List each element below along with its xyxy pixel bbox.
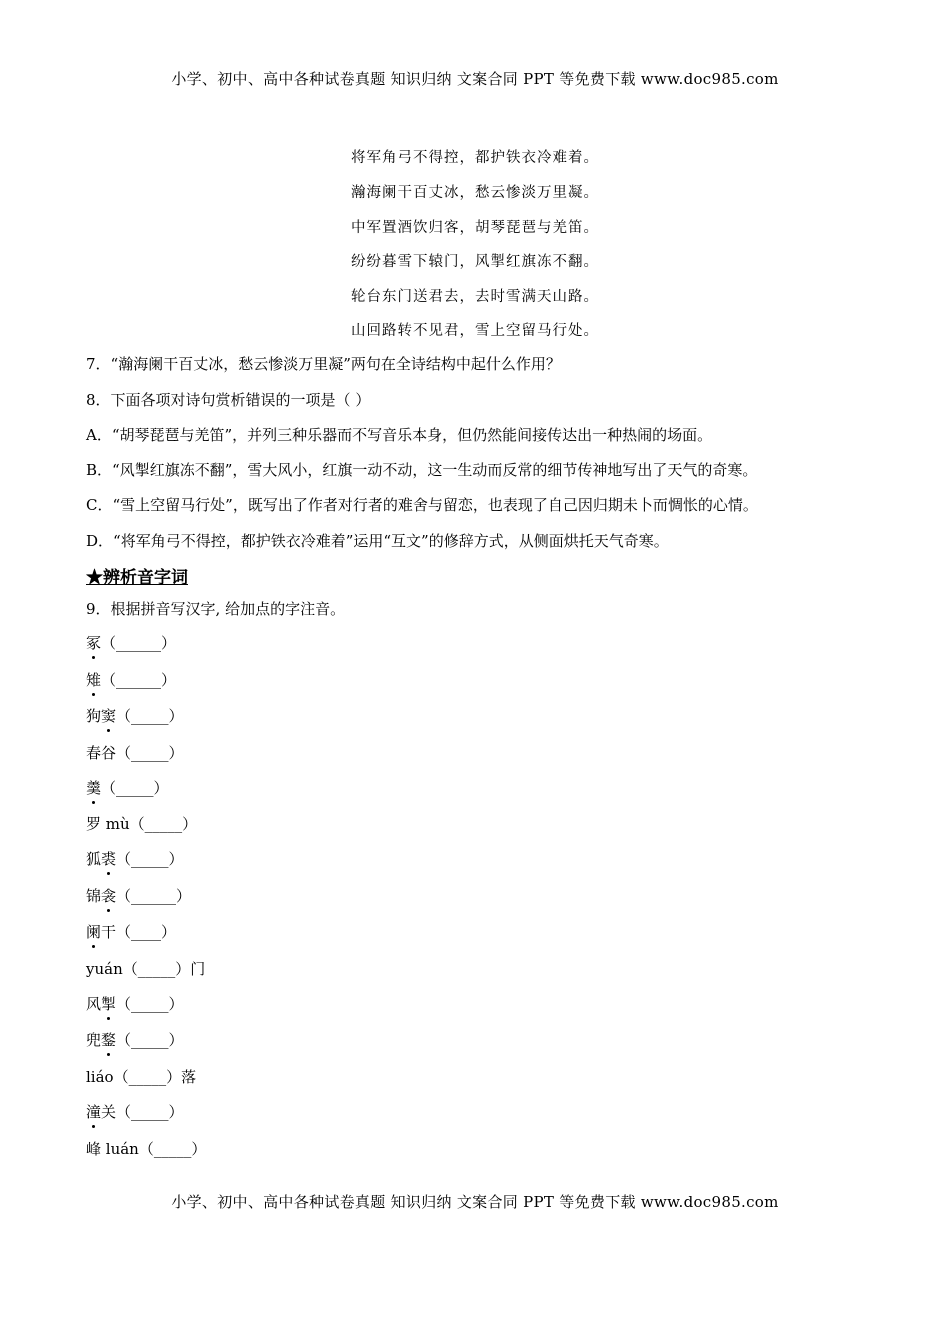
q9-item-4 — [86, 742, 184, 763]
poem-line-6: 山回路转不见君，雪上空留马行处。 — [351, 323, 599, 339]
dotted-char: 潼 — [86, 1103, 102, 1121]
q9-item-3 — [86, 705, 184, 726]
item-blank: （______） — [116, 887, 192, 905]
page-header: 小学、初中、高中各种试卷真题 知识归纳 文案合同 PPT 等免费下载 www.doc985.com — [171, 70, 779, 88]
item-blank: （_____） — [101, 779, 169, 797]
q9-item-12 — [86, 1029, 184, 1050]
q9-item-10 — [86, 958, 205, 979]
item-blank: 干（____） — [101, 923, 177, 941]
q9-item-11 — [86, 993, 184, 1014]
q9-item-9 — [86, 921, 176, 942]
q9-item-5 — [86, 777, 169, 798]
dotted-char: 雉 — [86, 671, 102, 689]
question-8-stem: 8．下面各项对诗句赏析错误的一项是（ ） — [86, 391, 371, 409]
poem-line-3: 中军置酒饮归客，胡琴琵琶与羌笛。 — [351, 220, 599, 236]
poem-line-4: 纷纷暮雪下辕门，风掣红旗冻不翻。 — [351, 254, 599, 270]
section-title: ★辨析音字词 — [86, 568, 188, 588]
dotted-char: 窦 — [101, 707, 117, 725]
dotted-char: 裘 — [101, 850, 117, 868]
question-8-option-b: B．“风掣红旗冻不翻”，雪大风小，红旗一动不动，这一生动而反常的细节传神地写出了天气的奇寒。 — [86, 461, 758, 479]
dotted-char: 羹 — [86, 779, 102, 797]
poem-line-1: 将军角弓不得控，都护铁衣冷难着。 — [351, 150, 599, 166]
item-text: yuán（_____）门 — [86, 960, 206, 978]
item-text: 峰 luán（_____） — [86, 1140, 207, 1158]
q9-item-6 — [86, 813, 197, 834]
item-text: 罗 mù（_____） — [86, 815, 198, 833]
item-blank: （_____） — [116, 995, 184, 1013]
item-blank: （______） — [101, 634, 177, 652]
question-8-option-c: C．“雪上空留马行处”，既写出了作者对行者的难舍与留恋，也表现了自己因归期未卜而惆怅的心情。 — [86, 496, 758, 514]
item-text: liáo（_____）落 — [86, 1068, 197, 1086]
item-prefix: 狗 — [86, 707, 102, 725]
item-prefix: 锦 — [86, 887, 102, 905]
dotted-char: 冢 — [86, 634, 102, 652]
item-prefix: 狐 — [86, 850, 102, 868]
dotted-char: 掣 — [101, 995, 117, 1013]
dotted-char: 阑 — [86, 923, 102, 941]
dotted-char: 衾 — [101, 887, 117, 905]
q9-item-2 — [86, 669, 176, 690]
item-blank: （______） — [101, 671, 177, 689]
q9-item-1 — [86, 632, 176, 653]
item-blank: （_____） — [116, 1031, 184, 1049]
item-blank: 关（_____） — [101, 1103, 184, 1121]
item-blank: （_____） — [116, 707, 184, 725]
poem-line-5: 轮台东门送君去，去时雪满天山路。 — [351, 289, 599, 305]
page-footer: 小学、初中、高中各种试卷真题 知识归纳 文案合同 PPT 等免费下载 www.doc985.com — [171, 1193, 779, 1211]
poem-line-2: 瀚海阑干百丈冰，愁云惨淡万里凝。 — [351, 185, 599, 201]
q9-item-14 — [86, 1101, 184, 1122]
q9-item-13 — [86, 1066, 196, 1087]
q9-item-8 — [86, 885, 191, 906]
q9-item-7 — [86, 848, 184, 869]
question-8-option-a: A．“胡琴琵琶与羌笛”，并列三种乐器而不写音乐本身，但仍然能间接传达出一种热闹的场面。 — [86, 426, 713, 444]
q9-item-15 — [86, 1138, 206, 1159]
item-blank: （_____） — [116, 850, 184, 868]
item-prefix: 风 — [86, 995, 102, 1013]
question-7: 7．“瀚海阑干百丈冰，愁云惨淡万里凝”两句在全诗结构中起什么作用？ — [86, 355, 561, 373]
item-text: 春谷（_____） — [86, 744, 184, 762]
question-8-option-d: D．“将军角弓不得控，都护铁衣冷难着”运用“互文”的修辞方式，从侧面烘托天气奇寒。 — [86, 532, 669, 550]
item-prefix: 兜 — [86, 1031, 102, 1049]
question-9-stem: 9．根据拼音写汉字, 给加点的字注音。 — [86, 600, 346, 618]
dotted-char: 鍪 — [101, 1031, 117, 1049]
